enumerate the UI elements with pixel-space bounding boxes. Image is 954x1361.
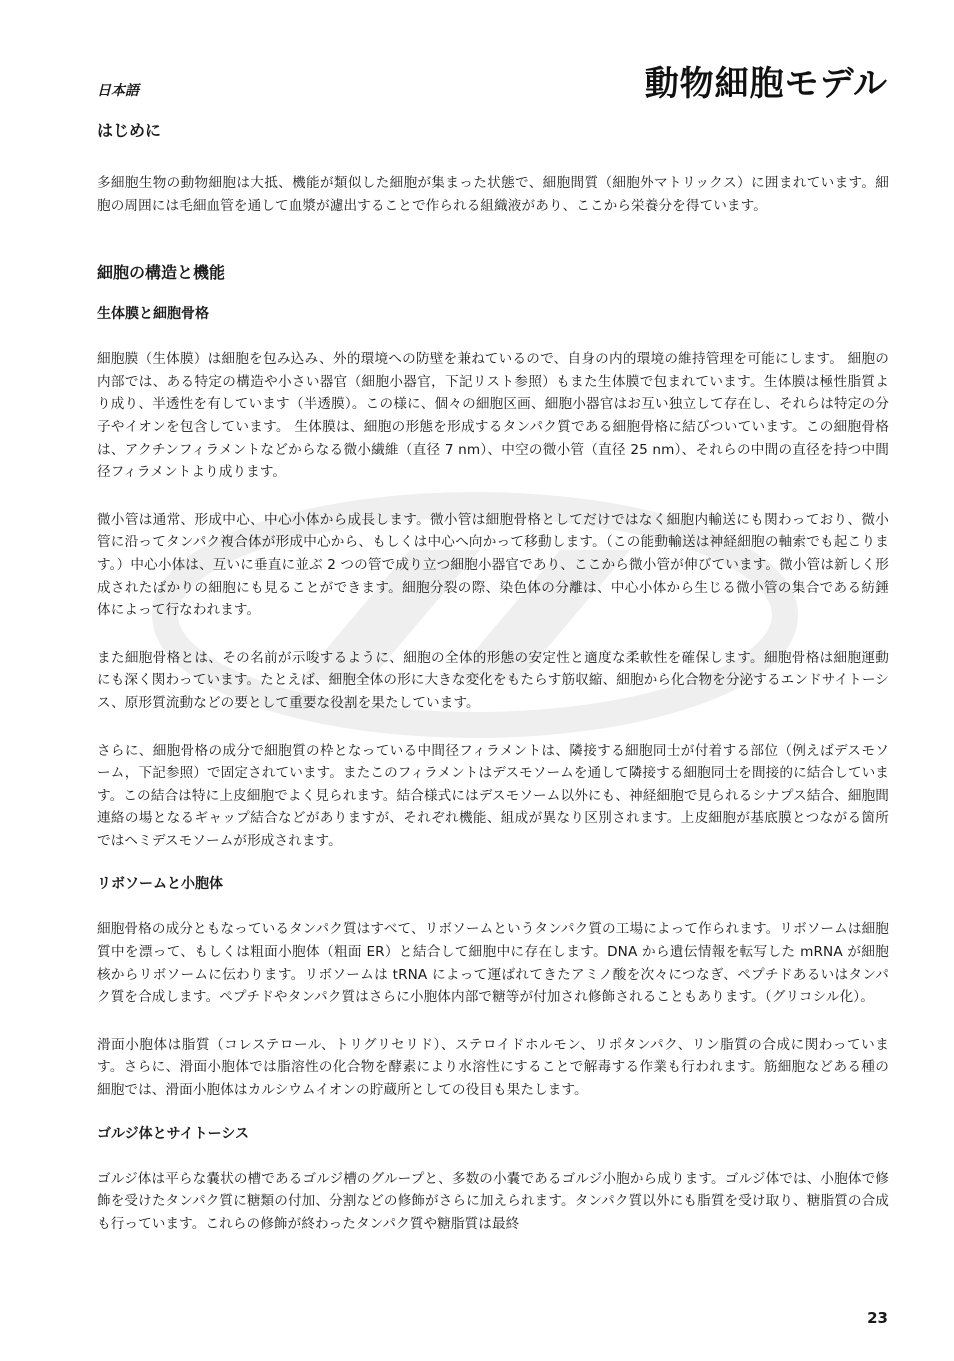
golgi-paragraph-1: ゴルジ体は平らな嚢状の槽であるゴルジ槽のグループと、多数の小嚢であるゴルジ小胞から成ります。ゴルジ体では、小胞体で修飾を受けたタンパク質に糖類の付加、分割などの修飾がさらに加えられます。タンパク質以外にも脂質を受け取り、糖脂質の合成も行っています。これらの修飾が終わったタンパク質や糖脂質は最終 (97, 1170, 889, 1232)
intro-heading: はじめに (97, 121, 162, 140)
ribosome-subheading: リボソームと小胞体 (97, 876, 223, 893)
structure-heading: 細胞の構造と機能 (97, 263, 226, 283)
page-number: 23 (867, 1309, 888, 1327)
intro-paragraph: 多細胞生物の動物細胞は大抵、機能が類似した細胞が集まった状態で、細胞間質（細胞外マトリックス）に囲まれています。細胞の周囲には毛細血管を通して血漿が濾出することで作られる組織液があり、ここから栄養分を得ています。 (97, 175, 889, 214)
membrane-paragraph-3: また細胞骨格とは、その名前が示唆するように、細胞の全体的形態の安定性と適度な柔軟性を確保します。細胞骨格は細胞運動にも深く関わっています。たとえば、細胞全体の形に大きな変化をもたらす筋収縮、細胞から化合物を分泌するエンドサイトーシス、原形質流動などの要として重要な役割を果たしています。 (97, 649, 889, 711)
ribosome-paragraph-1: 細胞骨格の成分ともなっているタンパク質はすべて、リボソームというタンパク質の工場によって作られます。リボソームは細胞質中を漂って、もしくは粗面小胞体（粗面 ER）と結合して細胞中に存在します。DNA から遺伝情報を転写した mRNA が細胞核からリボソームに伝わります。リボソームは tRNA によって運ばれてきたアミノ酸を次々につなぎ、ペプチドあるいはタンパク質を合成します。ペプチドやタンパク質はさらに小胞体内部で糖等が付加され修飾されることもあります。（グリコシル化）。 (97, 921, 889, 1006)
membrane-paragraph-4: さらに、細胞骨格の成分で細胞質の枠となっている中間径フィラメントは、隣接する細胞同士が付着する部位（例えばデスモソーム，下記参照）で固定されています。またこのフィラメントはデスモソームを通して隣接する細胞同士を間接的に結合しています。この結合は特に上皮細胞でよく見られます。結合様式にはデスモソーム以外にも、神経細胞で見られるシナプス結合、細胞間連絡の場となるギャップ結合などがありますが、それぞれ機能、組成が異なり区別されます。上皮細胞が基底膜とつながる箇所ではヘミデスモソームが形成されます。 (97, 742, 889, 849)
membrane-paragraph-2: 微小管は通常、形成中心、中心小体から成長します。微小管は細胞骨格としてだけではなく細胞内輸送にも関わっており、微小管に沿ってタンパク複合体が形成中心から、もしくは中心へ向かって移動します。（この能動輸送は神経細胞の軸索でも起こります。）中心小体は、互いに垂直に並ぶ 2 つの管で成り立つ細胞小器官であり、ここから微小管が伸びています。微小管は新しく形成されたばかりの細胞にも見ることができます。細胞分裂の際、染色体の分離は、中心小体から生じる微小管の集合である紡錘体によって行なわれます。 (97, 511, 889, 619)
page-header (97, 56, 888, 106)
page-title: 動物細胞モデル (644, 64, 888, 104)
document-body (97, 120, 889, 1235)
membrane-subheading: 生体膜と細胞骨格 (97, 306, 209, 323)
language-label: 日本語 (97, 83, 139, 99)
golgi-subheading: ゴルジ体とサイトーシス (97, 1125, 249, 1142)
membrane-paragraph-1: 細胞膜（生体膜）は細胞を包み込み、外的環境への防壁を兼ねているので、自身の内的環境の維持管理を可能にします。 細胞の内部では、ある特定の構造や小さい器官（細胞小器官，下記リスト参照）もまた生体膜で包まれています。生体膜は極性脂質より成り、半透性を有しています（半透膜）。この様に、個々の細胞区画、細胞小器官はお互い独立して存在し、それらは特定の分子やイオンを包含しています。 生体膜は、細胞の形態を形成するタンパク質である細胞骨格に結びついています。この細胞骨格は、アクチンフィラメントなどからなる微小繊維（直径 7 nm）、中空の微小管（直径 25 nm）、それらの中間の直径を持つ中間径フィラメントより成ります。 (97, 351, 889, 481)
ribosome-paragraph-2: 滑面小胞体は脂質（コレステロール、トリグリセリド）、ステロイドホルモン、リポタンパク、リン脂質の合成に関わっています。さらに、滑面小胞体では脂溶性の化合物を酵素により水溶性にすることで解毒する作業も行われます。筋細胞などある種の細胞では、滑面小胞体はカルシウムイオンの貯蔵所としての役目も果たします。 (97, 1036, 889, 1099)
